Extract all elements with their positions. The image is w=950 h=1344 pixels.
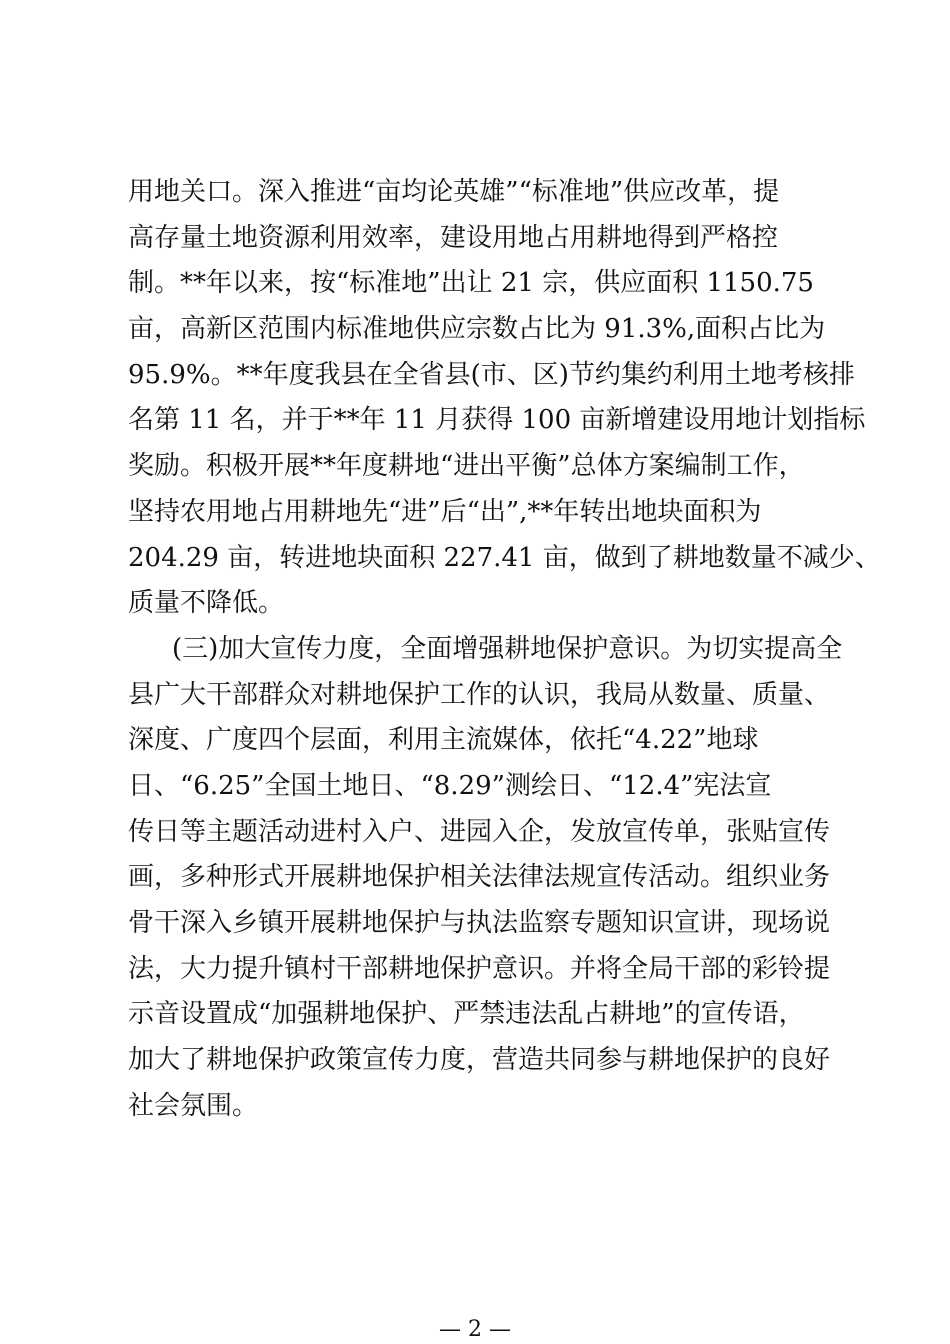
text-line: 县广大干部群众对耕地保护工作的认识，我局从数量、质量、 [128,679,831,710]
text-line: 社会氛围。 [128,1090,259,1121]
text-line: 奖励。积极开展**年度耕地“进出平衡”总体方案编制工作， [128,451,805,482]
text-line: 名第 11 名，并于**年 11 月获得 100 亩新增建设用地计划指标 [128,405,866,436]
text-line: 法，大力提升镇村干部耕地保护意识。并将全局干部的彩铃提 [128,953,831,984]
text-line: 用地关口。深入推进“亩均论英雄”“标准地”供应改革，提 [128,177,780,207]
text-line: 制。**年以来，按“标准地”出让 21 宗，供应面积 1150.75 [128,268,814,299]
text-line: 高存量土地资源利用效率，建设用地占用耕地得到严格控 [128,222,779,253]
text-line: 画，多种形式开展耕地保护相关法律法规宣传活动。组织业务 [128,862,831,893]
text-line: 204.29 亩，转进地块面积 227.41 亩，做到了耕地数量不减少、 [128,542,881,573]
text-line: 95.9%。**年度我县在全省县(市、区)节约集约利用土地考核排 [128,359,855,390]
text-line: 传日等主题活动进村入户、进园入企，发放宣传单，张贴宣传 [128,816,831,847]
text-line: 日、“6.25”全国土地日、“8.29”测绘日、“12.4”宪法宣 [128,770,772,801]
text-line: 坚持农用地占用耕地先“进”后“出”,**年转出地块面积为 [128,496,762,527]
page-number: — 2 — [439,1317,511,1342]
section-heading-line: (三)加大宣传力度，全面增强耕地保护意识。为切实提高全 [172,633,843,664]
text-line: 亩，高新区范围内标准地供应宗数占比为 91.3%,面积占比为 [128,314,826,345]
text-line: 质量不降低。 [128,588,285,619]
text-line: 骨干深入乡镇开展耕地保护与执法监察专题知识宣讲，现场说 [128,908,831,938]
text-line: 加大了耕地保护政策宣传力度，营造共同参与耕地保护的良好 [128,1045,831,1076]
body-text [128,170,881,1129]
text-line: 深度、广度四个层面，利用主流媒体，依托“4.22”地球 [128,725,759,756]
text-line: 示音设置成“加强耕地保护、严禁违法乱占耕地”的宣传语， [128,999,805,1030]
